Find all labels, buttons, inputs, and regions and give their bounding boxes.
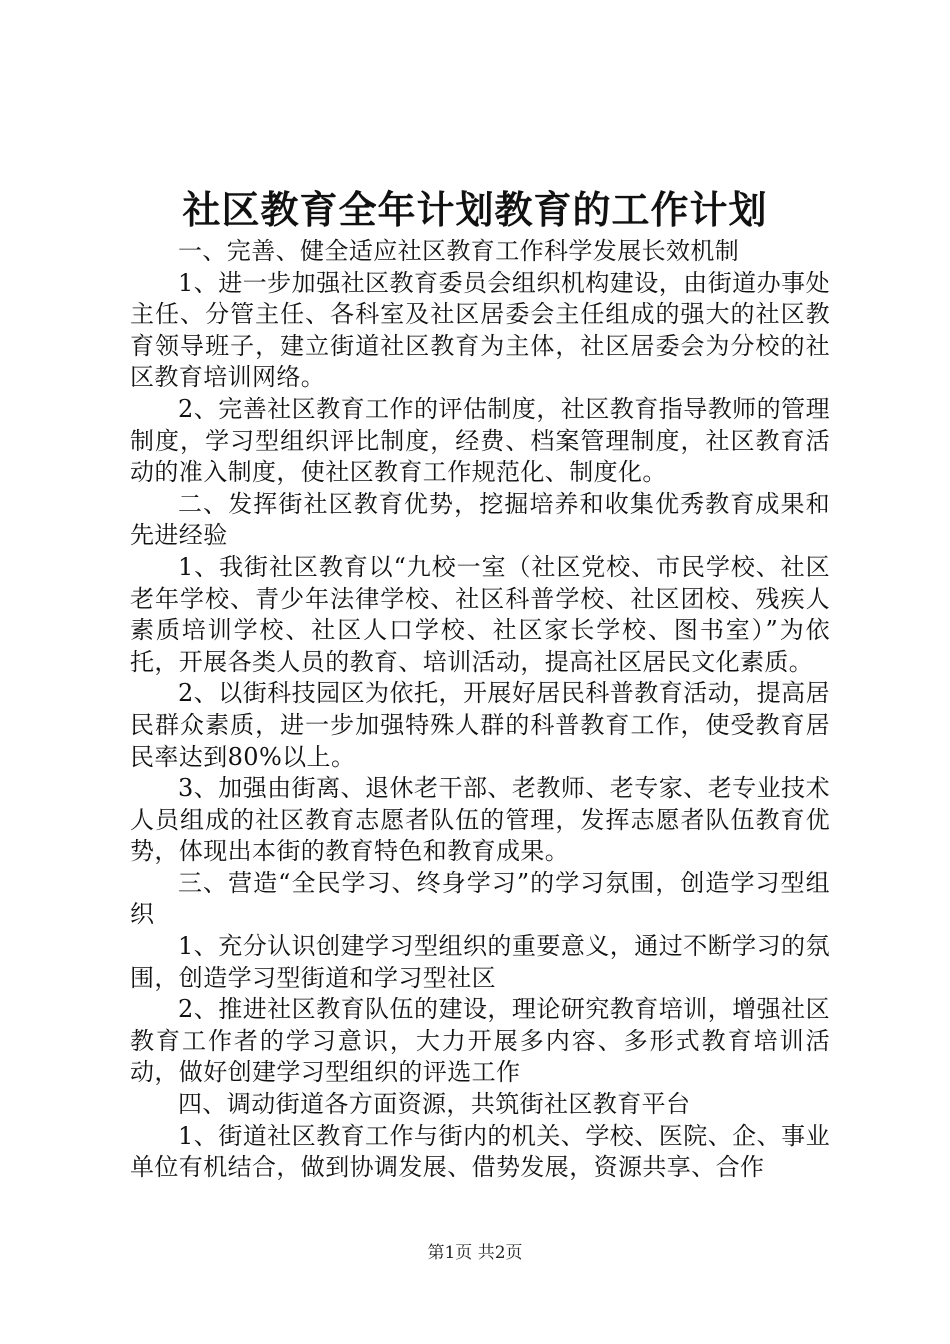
section-heading-3: 三、营造“全民学习、终身学习”的学习氛围，创造学习型组织 [130,868,830,929]
page-footer: 第1页 共2页 [427,1243,523,1263]
section-heading-2: 二、发挥街社区教育优势，挖掘培养和收集优秀教育成果和先进经验 [130,489,830,550]
paragraph: 2、完善社区教育工作的评估制度，社区教育指导教师的管理制度，学习型组织评比制度，经费、档案管理制度，社区教育活动的准入制度，使社区教育工作规范化、制度化。 [130,394,830,487]
paragraph: 1、我街社区教育以“九校一室（社区党校、市民学校、社区老年学校、青少年法律学校、社区科普学校、社区团校、残疾人素质培训学校、社区人口学校、社区家长学校、图书室）”为依托，开展各类人员的教育、培训活动，提高社区居民文化素质。 [130,552,830,676]
section-heading-4: 四、调动街道各方面资源，共筑街社区教育平台 [178,1090,691,1119]
section-heading-1: 一、完善、健全适应社区教育工作科学发展长效机制 [178,237,740,265]
paragraph: 2、以街科技园区为依托，开展好居民科普教育活动，提高居民群众素质，进一步加强特殊人群的科普教育工作，使受教育居民率达到80%以上。 [130,679,830,771]
paragraph: 3、加强由街离、退休老干部、老教师、老专家、老专业技术人员组成的社区教育志愿者队伍的管理，发挥志愿者队伍教育优势，体现出本街的教育特色和教育成果。 [130,774,830,866]
paragraph: 1、进一步加强社区教育委员会组织机构建设，由街道办事处主任、分管主任、各科室及社区居委会主任组成的强大的社区教育领导班子，建立街道社区教育为主体，社区居委会为分校的社区教育培训网络。 [130,268,830,392]
paragraph: 1、充分认识创建学习型组织的重要意义，通过不断学习的氛围，创造学习型街道和学习型社区 [130,932,830,992]
document-body [130,236,830,1184]
document-title: 社区教育全年计划教育的工作计划 [182,187,768,232]
paragraph: 2、推进社区教育队伍的建设，理论研究教育培训，增强社区教育工作者的学习意识，大力开展多内容、多形式教育培训活动，做好创建学习型组织的评选工作 [130,995,830,1087]
paragraph: 1、街道社区教育工作与街内的机关、学校、医院、企、事业单位有机结合，做到协调发展、借势发展，资源共享、合作 [130,1121,830,1182]
